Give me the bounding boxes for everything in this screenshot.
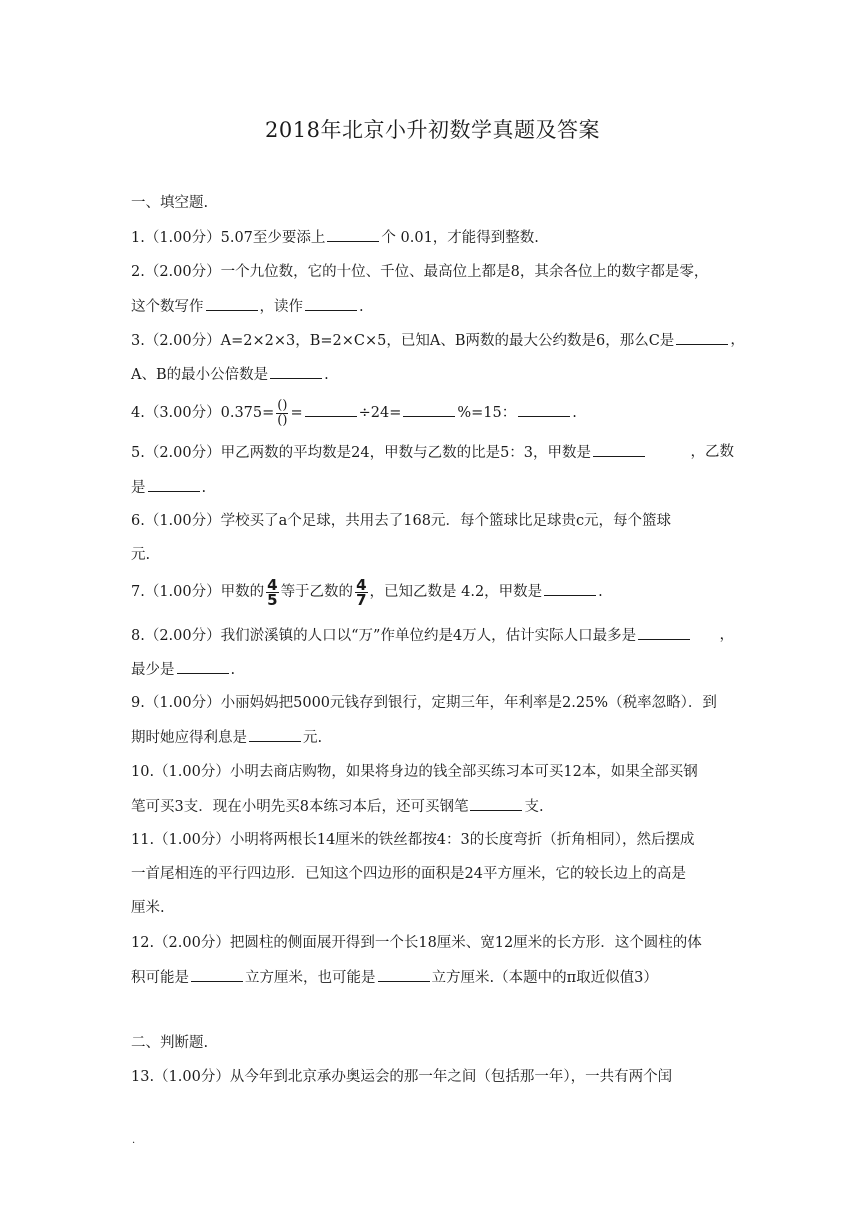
footer-dot: . <box>132 1135 136 1146</box>
question-8-text: ， <box>719 627 734 643</box>
fraction-denominator: 5 <box>267 590 278 609</box>
question-5-text: 是 <box>131 480 146 496</box>
question-8-line-2 <box>131 659 235 680</box>
fraction <box>276 399 288 428</box>
question-7-text: 7.（1.00分）甲数的 <box>131 584 265 600</box>
question-1-text-end: 个 0.01，才能得到整数. <box>381 230 539 246</box>
answer-blank[interactable] <box>206 296 258 311</box>
question-12-text: 立方厘米，也可能是 <box>245 970 376 986</box>
answer-blank[interactable] <box>470 796 522 811</box>
question-10-line-1: 10.（1.00分）小明去商店购物，如果将身边的钱全部买练习本可买12本，如果全部买钢 <box>131 764 698 780</box>
question-2-line-2 <box>131 296 364 317</box>
question-3-text: ， <box>730 332 745 348</box>
question-4-text: = <box>290 405 303 421</box>
answer-blank[interactable] <box>676 330 728 345</box>
question-3-text: A、B的最小公倍数是 <box>131 367 269 383</box>
fraction <box>266 575 278 609</box>
question-3-line-1 <box>131 330 745 351</box>
section-heading-true-false: 二、判断题. <box>131 1035 209 1051</box>
question-8-text: 8.（2.00分）我们淤溪镇的人口以“万”作单位约是4万人，估计实际人口最多是 <box>131 628 637 644</box>
section-heading-fill-blank: 一、填空题. <box>131 195 209 211</box>
document-title: 2018年北京小升初数学真题及答案 <box>265 118 600 142</box>
question-9-line-1: 9.（1.00分）小丽妈妈把5000元钱存到银行，定期三年，年利率是2.25%（税率忽略）．到 <box>131 695 717 711</box>
question-10-text: 笔可买3支．现在小明先买8本练习本后，还可买钢笔 <box>131 799 469 815</box>
answer-blank[interactable] <box>378 967 430 982</box>
answer-blank[interactable] <box>191 967 243 982</box>
question-3-line-2 <box>131 364 329 385</box>
question-9-line-2 <box>131 727 322 748</box>
question-7-text: ，已知乙数是 4.2，甲数是 <box>369 584 543 600</box>
answer-blank[interactable] <box>249 727 301 742</box>
question-4-text: ÷24= <box>358 405 402 421</box>
question-12-text: 积可能是 <box>131 970 189 986</box>
question-2-text: ，读作 <box>259 299 303 315</box>
question-4-text: %=15： <box>457 405 517 421</box>
fraction-denominator: () <box>277 412 288 428</box>
question-8-text: 最少是 <box>131 662 175 678</box>
question-4 <box>131 398 577 428</box>
question-11-line-3: 厘米. <box>131 900 165 916</box>
question-5-line-2 <box>131 477 206 498</box>
answer-blank[interactable] <box>638 625 690 640</box>
question-10-text: 支. <box>524 799 544 815</box>
question-12-line-2 <box>131 967 658 988</box>
answer-blank[interactable] <box>327 227 379 242</box>
question-7-text: . <box>598 584 603 600</box>
question-7-text: 等于乙数的 <box>280 584 354 600</box>
answer-blank[interactable] <box>518 402 570 417</box>
question-4-text: . <box>572 405 577 421</box>
fraction-numerator: 4 <box>356 575 367 594</box>
question-4-text: 4.（3.00分）0.375= <box>131 405 275 421</box>
fraction <box>355 575 367 609</box>
question-12-line-1: 12.（2.00分）把圆柱的侧面展开得到一个长18厘米、宽12厘米的长方形．这个圆柱的体 <box>131 935 702 951</box>
question-5-text: 5.（2.00分）甲乙两数的平均数是24，甲数与乙数的比是5：3，甲数是 <box>131 445 592 461</box>
question-11-line-2: 一首尾相连的平行四边形．已知这个四边形的面积是24平方厘米，它的较长边上的高是 <box>131 866 686 882</box>
answer-blank[interactable] <box>403 402 455 417</box>
question-1-text: 1.（1.00分）5.07至少要添上 <box>131 230 326 246</box>
question-9-text: 元. <box>303 730 323 746</box>
question-13-line-1: 13.（1.00分）从今年到北京承办奥运会的那一年之间（包括那一年），一共有两个闰 <box>131 1069 673 1085</box>
answer-blank[interactable] <box>305 402 357 417</box>
question-9-text: 期时她应得利息是 <box>131 730 247 746</box>
question-5-text: ，乙数 <box>690 444 734 460</box>
question-11-line-1: 11.（1.00分）小明将两根长14厘米的铁丝都按4：3的长度弯折（折角相同），然后摆成 <box>131 832 695 848</box>
answer-blank[interactable] <box>270 364 322 379</box>
question-2-text: . <box>359 299 364 315</box>
question-7 <box>131 575 603 609</box>
question-8-line-1 <box>131 625 734 646</box>
question-10-line-2 <box>131 796 544 817</box>
question-6-line-2: 元. <box>131 547 151 563</box>
question-2-line-1: 2.（2.00分）一个九位数，它的十位、千位、最高位上都是8，其余各位上的数字都是零， <box>131 264 709 280</box>
answer-blank[interactable] <box>148 477 200 492</box>
fraction-denominator: 7 <box>356 590 367 609</box>
question-5-line-1 <box>131 442 734 463</box>
question-2-text: 这个数写作 <box>131 299 204 315</box>
fraction-numerator: 4 <box>267 575 278 594</box>
answer-blank[interactable] <box>305 296 357 311</box>
question-6-line-1: 6.（1.00分）学校买了a个足球，共用去了168元．每个篮球比足球贵c元，每个篮球 <box>131 513 672 529</box>
question-3-text: . <box>324 367 329 383</box>
question-8-text: . <box>230 662 236 678</box>
answer-blank[interactable] <box>593 442 645 457</box>
question-5-text: . <box>201 480 207 496</box>
answer-blank[interactable] <box>177 659 229 674</box>
question-3-text: 3.（2.00分）A=2×2×3，B=2×C×5，已知A、B两数的最大公约数是6，那么C是 <box>131 333 675 349</box>
question-1 <box>131 227 539 248</box>
fraction-numerator: () <box>277 397 288 413</box>
question-12-text: 立方厘米.（本题中的π取近似值3） <box>431 970 658 986</box>
answer-blank[interactable] <box>544 581 596 596</box>
